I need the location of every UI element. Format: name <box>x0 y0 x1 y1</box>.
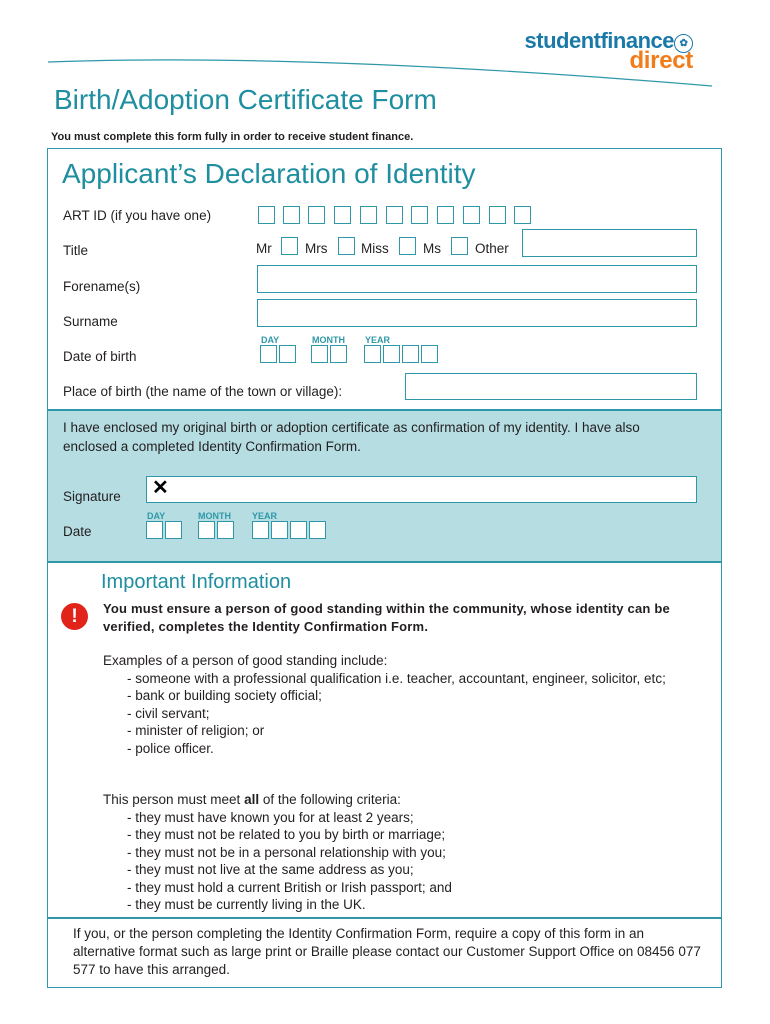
important-notice: You must ensure a person of good standing within the community, whose identity can be verified, completes the Identity Confirmation Form. <box>103 601 670 634</box>
date-month-cell[interactable] <box>198 521 215 539</box>
alternative-format-notice: If you, or the person completing the Identity Confirmation Form, require a copy of this form in an alternative format such as large print or Braille please contact our Customer Support Office on 08456 077 577 to have this arranged. <box>73 926 701 977</box>
date-day-label: DAY <box>147 511 166 521</box>
dob-year-cell[interactable] <box>364 345 381 363</box>
title-mrs-checkbox[interactable] <box>338 237 355 255</box>
date-label: Date <box>63 524 92 539</box>
forenames-input[interactable] <box>257 265 697 293</box>
title-ms-checkbox[interactable] <box>451 237 468 255</box>
list-item: - civil servant; <box>127 705 210 721</box>
title-label: Title <box>63 243 89 258</box>
dob-label: Date of birth <box>63 349 137 364</box>
date-month-label: MONTH <box>198 511 231 521</box>
date-year-cell[interactable] <box>271 521 288 539</box>
list-item: - they must have known you for at least 2 years; <box>127 809 414 825</box>
date-year-cell[interactable] <box>309 521 326 539</box>
dob-year-cell[interactable] <box>383 345 400 363</box>
criteria-block <box>103 791 683 914</box>
criteria-intro-text: This person must meet <box>103 792 245 807</box>
crest-icon: ✿ <box>674 34 693 53</box>
list-item: - bank or building society official; <box>127 688 322 703</box>
examples-list <box>103 670 683 758</box>
list-item: - they must not be in a personal relationship with you; <box>127 844 446 860</box>
signature-label: Signature <box>63 489 121 504</box>
criteria-intro-emphasis: all <box>244 792 260 807</box>
dob-month-label: MONTH <box>312 335 345 345</box>
art-id-cell[interactable] <box>489 206 506 224</box>
dob-month-cell[interactable] <box>330 345 347 363</box>
date-year-label: YEAR <box>252 511 278 521</box>
art-id-cell[interactable] <box>463 206 480 224</box>
list-item: - they must not be related to you by birth or marriage; <box>127 827 446 842</box>
signature-input[interactable] <box>146 476 697 503</box>
warning-icon: ! <box>61 603 88 630</box>
art-id-cell[interactable] <box>308 206 325 224</box>
examples-block <box>103 652 683 757</box>
list-item: - they must be currently living in the UK. <box>127 897 366 912</box>
date-year-cell[interactable] <box>290 521 307 539</box>
art-id-label: ART ID (if you have one) <box>63 208 212 223</box>
surname-input[interactable] <box>257 299 697 327</box>
date-day-cell[interactable] <box>146 521 163 539</box>
confirmation-statement: I have enclosed my original birth or adoption certificate as confirmation of my identity. I have also enclosed a completed Identity Confirmation Form. <box>63 420 640 454</box>
art-id-cell[interactable] <box>283 206 300 224</box>
criteria-intro <box>103 791 683 809</box>
examples-intro: Examples of a person of good standing include: <box>103 653 388 668</box>
title-mr-checkbox[interactable] <box>281 237 298 255</box>
list-item: - someone with a professional qualification i.e. teacher, accountant, engineer, solicitor, etc; <box>127 670 666 686</box>
title-miss-checkbox[interactable] <box>399 237 416 255</box>
surname-label: Surname <box>63 314 118 329</box>
logo-text-bottom: direct <box>629 47 693 74</box>
section-heading: Applicant’s Declaration of Identity <box>62 158 476 189</box>
title-option-mrs-label: Mrs <box>305 241 328 256</box>
criteria-list <box>103 809 683 914</box>
art-id-cell[interactable] <box>334 206 351 224</box>
title-option-other-label: Other <box>475 241 509 256</box>
art-id-cell[interactable] <box>258 206 275 224</box>
title-option-mr-label: Mr <box>256 241 272 256</box>
logo-text-top: studentfinance <box>524 28 674 53</box>
date-day-cell[interactable] <box>165 521 182 539</box>
page-title: Birth/Adoption Certificate Form <box>54 84 437 115</box>
divider <box>48 561 721 563</box>
art-id-cell[interactable] <box>360 206 377 224</box>
forenames-label: Forename(s) <box>63 279 141 294</box>
date-year-cell[interactable] <box>252 521 269 539</box>
dob-year-label: YEAR <box>365 335 391 345</box>
art-id-cell[interactable] <box>514 206 531 224</box>
list-item: - police officer. <box>127 740 214 756</box>
art-id-cell[interactable] <box>411 206 428 224</box>
art-id-field[interactable] <box>258 206 538 226</box>
dob-day-cell[interactable] <box>279 345 296 363</box>
dob-month-cell[interactable] <box>311 345 328 363</box>
list-item: - minister of religion; or <box>127 723 265 738</box>
title-option-miss-label: Miss <box>361 241 389 256</box>
dob-year-cell[interactable] <box>421 345 438 363</box>
list-item: - they must hold a current British or Irish passport; and <box>127 879 452 895</box>
sign-here-x-mark: ✕ <box>152 477 169 499</box>
art-id-cell[interactable] <box>437 206 454 224</box>
title-other-input[interactable] <box>522 229 697 257</box>
place-of-birth-label: Place of birth (the name of the town or village): <box>63 384 343 399</box>
criteria-intro-text-end: of the following criteria: <box>259 792 401 807</box>
dob-day-cell[interactable] <box>260 345 277 363</box>
list-item: - they must not live at the same address as you; <box>127 862 414 877</box>
divider <box>48 917 721 919</box>
dob-year-cell[interactable] <box>402 345 419 363</box>
title-option-ms-label: Ms <box>423 241 441 256</box>
dob-day-label: DAY <box>261 335 280 345</box>
date-month-cell[interactable] <box>217 521 234 539</box>
place-of-birth-input[interactable] <box>405 373 697 400</box>
page-subtitle: You must complete this form fully in order to receive student finance. <box>51 131 414 143</box>
divider <box>48 409 721 411</box>
art-id-cell[interactable] <box>386 206 403 224</box>
important-heading: Important Information <box>101 571 292 593</box>
